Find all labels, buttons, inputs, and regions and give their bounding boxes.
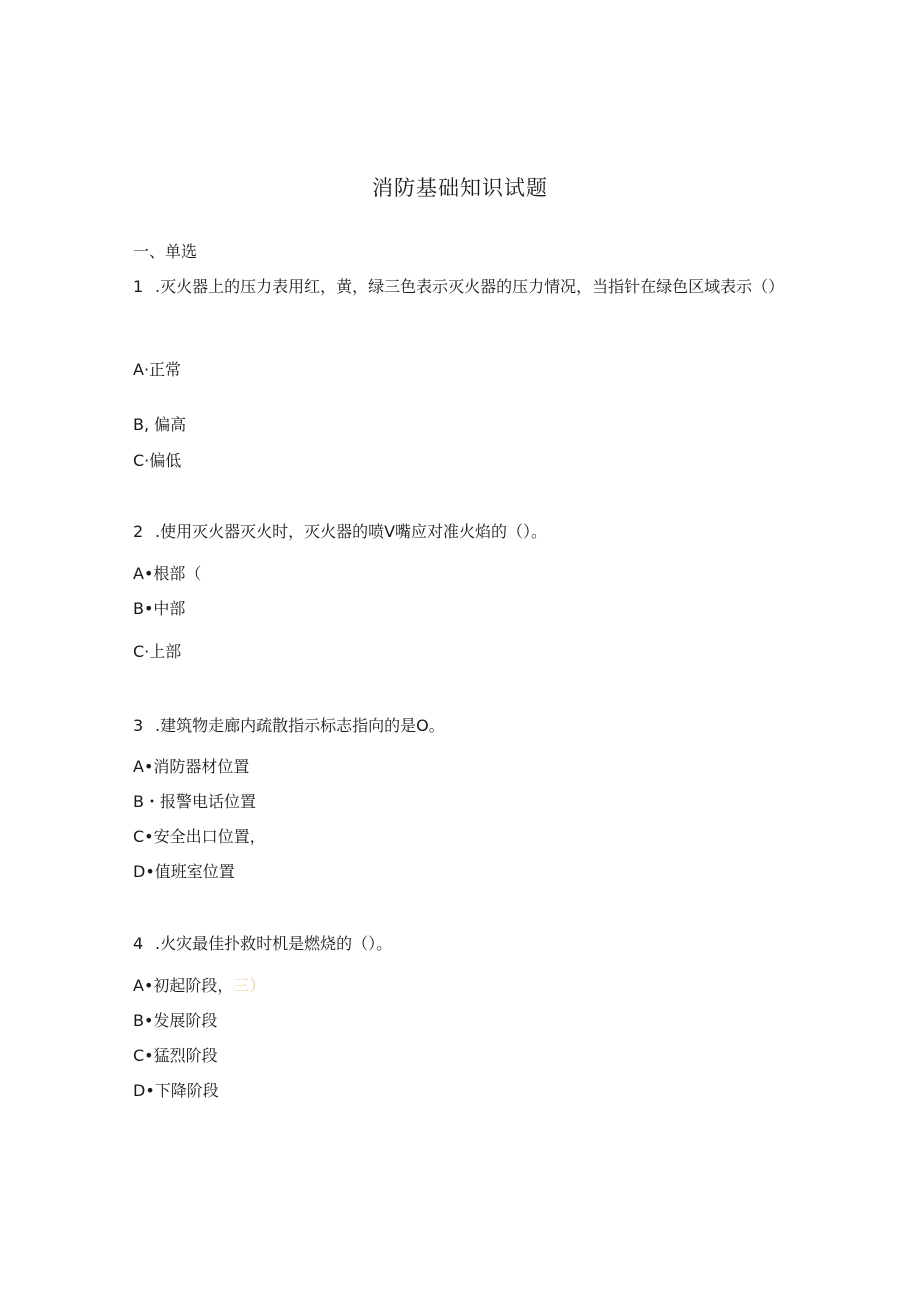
section-heading: 一、单选 [133,242,198,261]
option-2a: A•根部（ [133,564,202,583]
question-text: .灭火器上的压力表用红，黄，绿三色表示灭火器的压力情况，当指针在绿色区域表示（） [155,277,785,296]
option-1a: A·正常 [133,360,182,379]
question-2 [133,522,547,542]
question-4 [133,934,392,954]
option-3b: B・报警电话位置 [133,792,256,811]
question-3 [133,716,445,736]
option-2c: C·上部 [133,642,182,661]
option-1b: B, 偏高 [133,415,187,434]
option-2b: B•中部 [133,599,186,618]
option-3c: C•安全出口位置， [133,827,266,846]
question-text: .火灾最佳扑救时机是燃烧的（）。 [155,934,393,953]
option-text: A•初起阶段， [133,976,234,995]
question-1 [133,270,783,303]
question-number: 1 [133,277,144,296]
option-3a: A•消防器材位置 [133,757,250,776]
option-4b: B•发展阶段 [133,1011,218,1030]
faint-annotation: 三） [233,976,266,995]
question-number: 4 [133,934,144,953]
question-text: .使用灭火器灭火时，灭火器的喷V嘴应对准火焰的（）。 [155,522,548,541]
option-1c: C·偏低 [133,451,182,470]
option-4a [133,976,265,996]
option-4d: D•下降阶段 [133,1081,219,1100]
question-number: 2 [133,522,144,541]
page-title: 消防基础知识试题 [372,176,548,200]
question-number: 3 [133,716,144,735]
question-text: .建筑物走廊内疏散指示标志指向的是O。 [155,716,445,735]
option-4c: C•猛烈阶段 [133,1046,218,1065]
option-3d: D•值班室位置 [133,862,235,881]
